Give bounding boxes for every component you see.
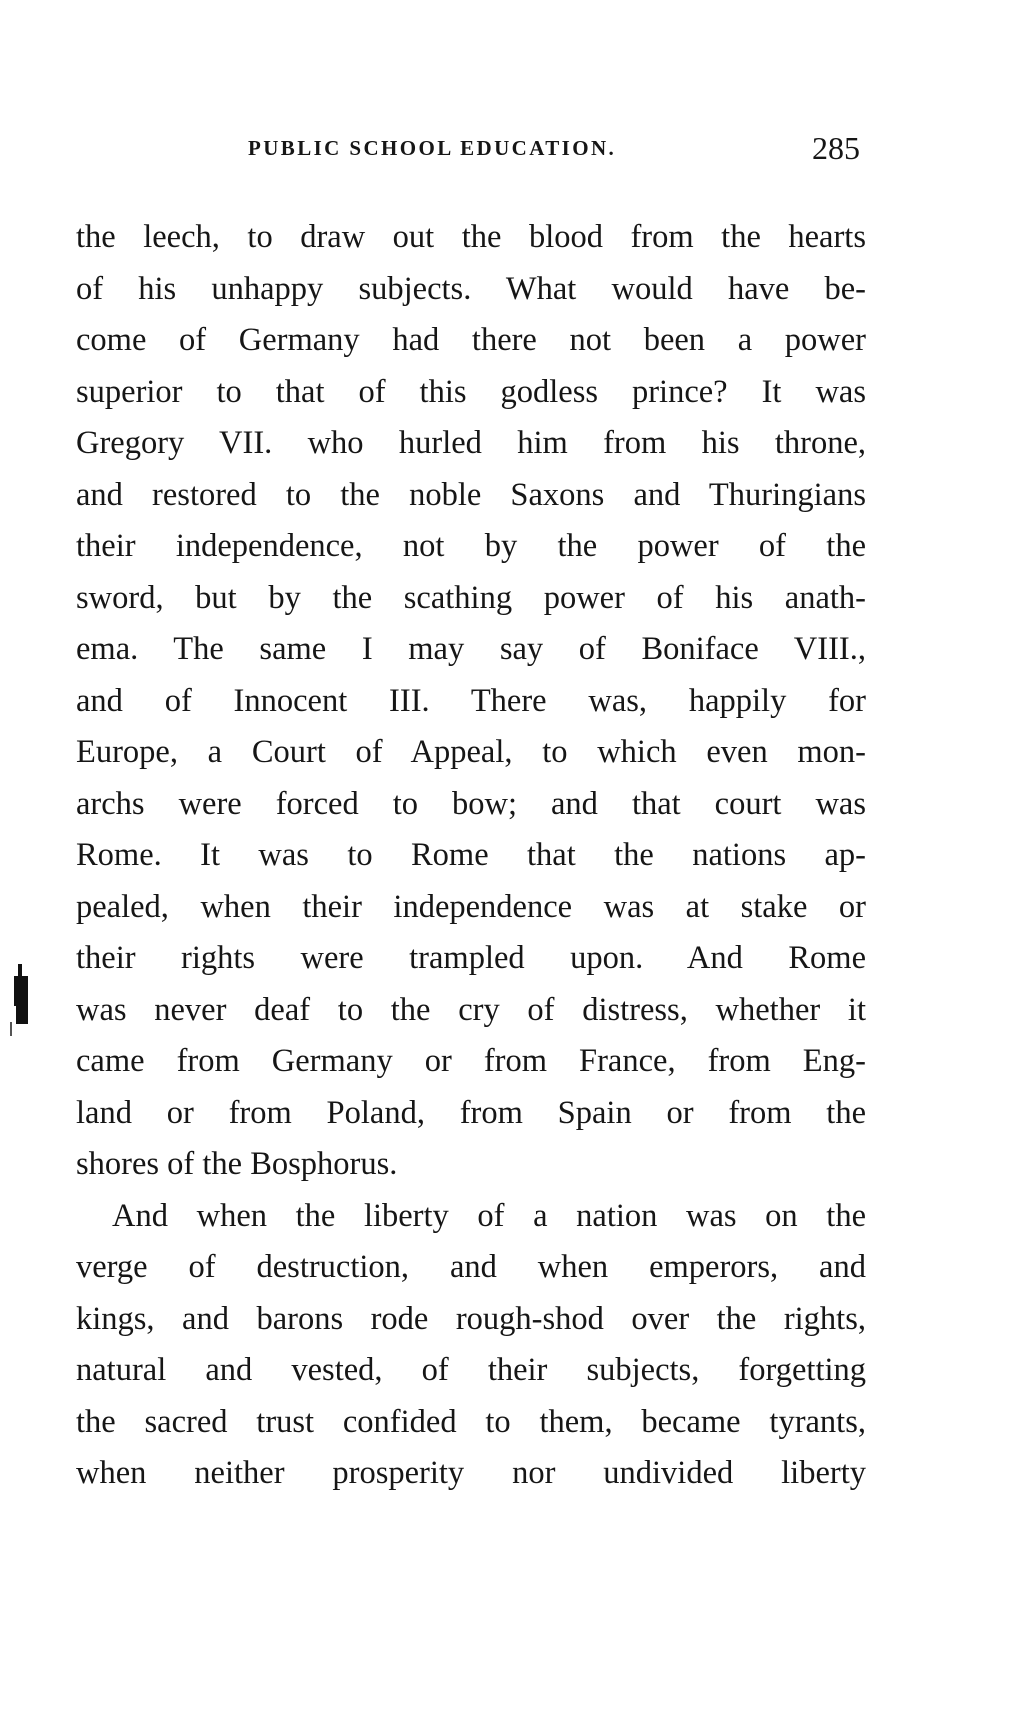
text-line: superior to that of this godless prince? It was: [76, 373, 866, 410]
text-line: Rome. It was to Rome that the nations ap-: [76, 837, 866, 873]
text-line: pealed, when their independence was at stake or: [76, 888, 866, 925]
text-line: when neither prosperity nor undivided liberty: [76, 1455, 866, 1491]
text-line: ema. The same I may say of Boniface VIII.,: [76, 631, 866, 667]
text-line: Gregory VII. who hurled him from his throne,: [76, 425, 866, 461]
text-line: land or from Poland, from Spain or from the: [76, 1094, 866, 1131]
text-line: came from Germany or from France, from Eng-: [76, 1043, 866, 1079]
paragraph-1: [76, 212, 866, 1191]
margin-ink-mark: [8, 964, 34, 1040]
body-text: [76, 212, 866, 1500]
page-number: 285: [812, 130, 860, 166]
running-title: PUBLIC SCHOOL EDUCATION.: [248, 136, 617, 160]
text-line: the leech, to draw out the blood from the hearts: [76, 219, 866, 255]
text-line: verge of destruction, and when emperors, and: [76, 1249, 866, 1285]
text-line: and restored to the noble Saxons and Thuringians: [76, 476, 866, 513]
text-line: natural and vested, of their subjects, forgetting: [76, 1352, 866, 1388]
text-line: And when the liberty of a nation was on the: [112, 1197, 866, 1234]
text-line: their rights were trampled upon. And Rome: [76, 940, 866, 976]
text-line: the sacred trust confided to them, became tyrants,: [76, 1403, 866, 1440]
text-line: and of Innocent III. There was, happily for: [76, 682, 866, 719]
text-line: of his unhappy subjects. What would have be-: [76, 270, 866, 307]
text-line: Europe, a Court of Appeal, to which even mon-: [76, 734, 866, 770]
paragraph-2: [76, 1191, 866, 1500]
text-line: sword, but by the scathing power of his anath-: [76, 579, 866, 616]
text-line: their independence, not by the power of the: [76, 528, 866, 564]
text-line: shores of the Bosphorus.: [76, 1146, 398, 1182]
text-line: was never deaf to the cry of distress, whether it: [76, 991, 866, 1028]
running-head: [0, 130, 1014, 170]
text-line: come of Germany had there not been a power: [76, 322, 866, 358]
text-line: kings, and barons rode rough-shod over the rights,: [76, 1300, 866, 1337]
text-line: archs were forced to bow; and that court was: [76, 785, 866, 822]
